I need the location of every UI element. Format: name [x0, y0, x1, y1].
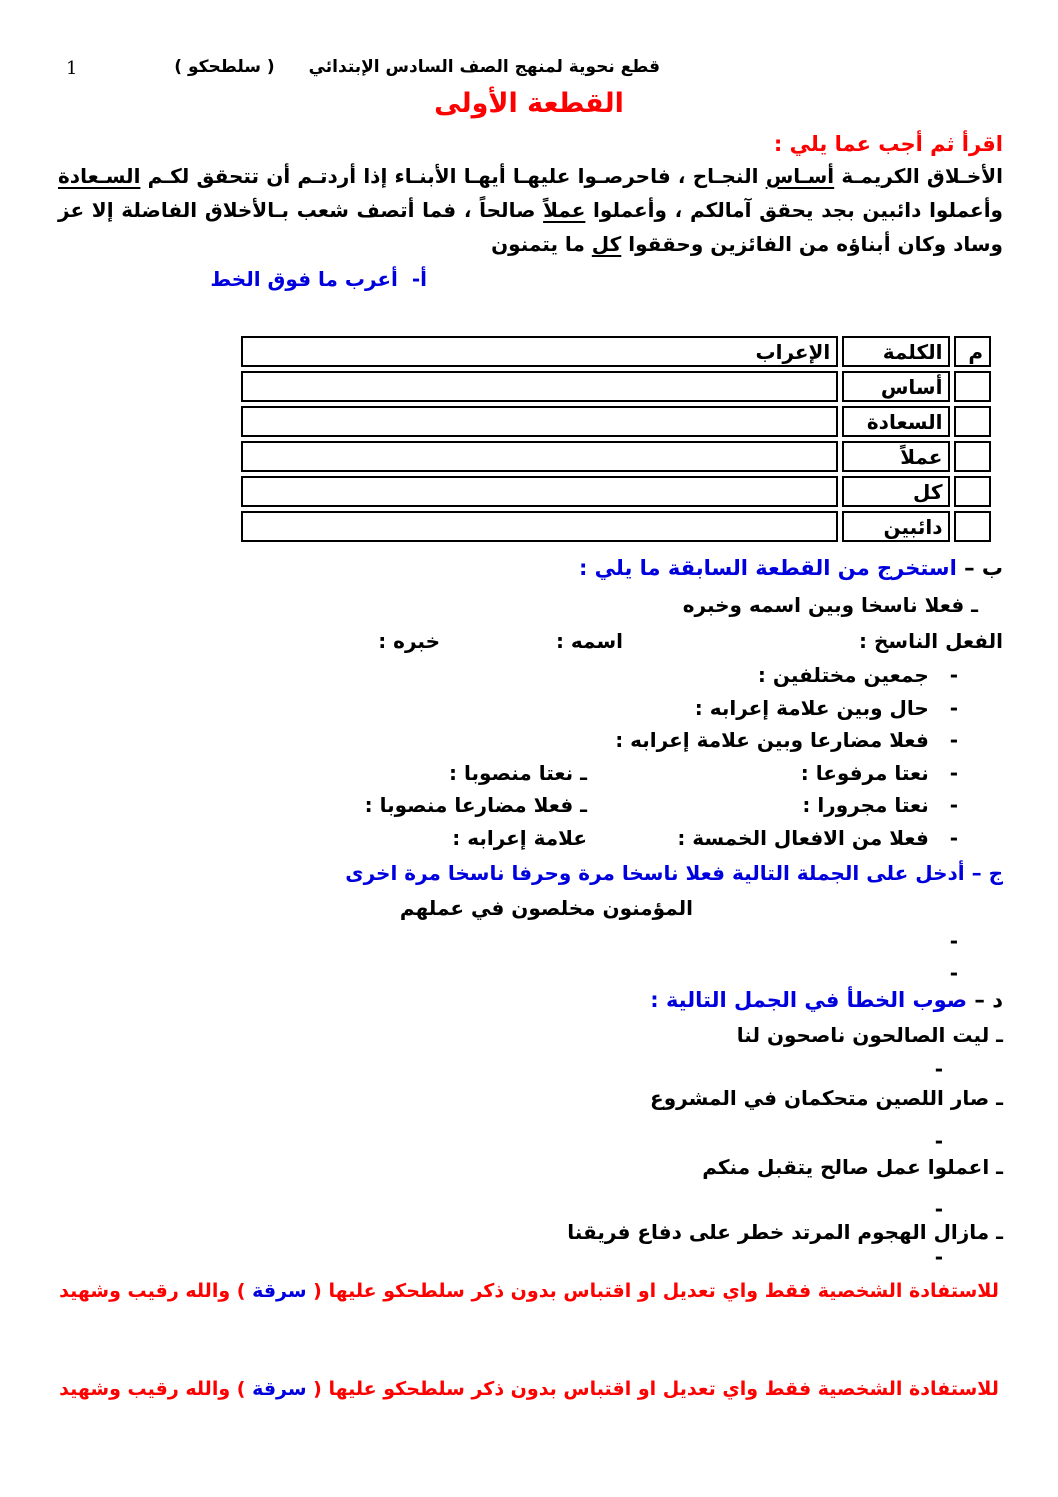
extract-item-text: فعلا مضارعا وبين علامة إعرابه :	[615, 728, 929, 752]
cell-word: كل	[842, 476, 950, 507]
section-d-letter: د –	[967, 988, 1003, 1012]
passage-text: صالحاً ، فما أتصف شعب بـالأخلاق الفاضلة إلا عز	[58, 198, 544, 222]
cell-parsing-empty	[241, 371, 838, 402]
section-c-heading: ج – أدخل على الجملة التالية فعلا ناسخا مرة وحرفا ناسخا مرة اخرى	[345, 861, 1003, 885]
page-number: 1	[66, 58, 78, 79]
table-row	[241, 441, 991, 472]
extract-item	[615, 728, 958, 752]
section-d-heading-text: صوب الخطأ في الجمل التالية :	[650, 988, 968, 1012]
extract-item	[695, 696, 958, 720]
cell-parsing-empty	[241, 406, 838, 437]
correction-item: ـ مازال الهجوم المرتد خطر على دفاع فريقنا	[567, 1220, 1003, 1244]
underlined-word: عملاً	[543, 198, 586, 222]
answer-dash: -	[949, 929, 958, 953]
extract-item-text: فعلا من الافعال الخمسة :	[677, 826, 929, 850]
cell-index	[954, 441, 991, 472]
answer-dash: -	[934, 1197, 943, 1221]
bullet-dash: -	[949, 826, 958, 850]
extract-pair-left: ـ فعلا مضارعا منصوبا :	[364, 793, 587, 817]
parsing-table	[237, 332, 995, 546]
answer-dash: -	[934, 1057, 943, 1081]
cell-word: أساس	[842, 371, 950, 402]
label-predicate: خبره :	[378, 629, 440, 653]
section-b-letter: ب –	[956, 556, 1003, 580]
copyright-highlight: سرقة	[252, 1378, 307, 1400]
passage-line-3	[58, 227, 1003, 261]
passage-text: الأخـلاق الكريمـة	[834, 164, 1004, 188]
copyright-text: للاستفادة الشخصية فقط واي تعديل او اقتباس بدون ذكر سلطحكو عليها (	[306, 1280, 999, 1302]
cell-word: دائبين	[842, 511, 950, 542]
copyright-notice	[0, 1280, 1058, 1302]
label-noun: اسمه :	[555, 629, 623, 653]
page-title: القطعة الأولى	[434, 88, 624, 119]
correction-item: ـ صار اللصين متحكمان في المشروع	[650, 1086, 1003, 1110]
table-row	[241, 511, 991, 542]
bullet-dash: -	[949, 793, 958, 817]
answer-dash: -	[934, 1245, 943, 1269]
extract-pair-left: ـ نعتا منصوبا :	[448, 761, 587, 785]
extract-pair-right	[677, 826, 958, 850]
passage-text: وساد وكان أبناؤه من الفائزين وحققوا	[621, 232, 1003, 256]
table-row	[241, 406, 991, 437]
cell-parsing-empty	[241, 476, 838, 507]
extract-item-text: حال وبين علامة إعرابه :	[694, 696, 929, 720]
table-row	[241, 371, 991, 402]
copyright-text: ) والله رقيب وشهيد	[59, 1280, 253, 1302]
copyright-notice	[0, 1378, 1058, 1400]
passage-line-2	[58, 193, 1003, 227]
answer-dash: -	[934, 1129, 943, 1153]
passage-text: النجـاح ، فاحرصـوا عليهـا أيهـا الأبنـاء إذا أردتـم أن تتحقق لكـم	[140, 164, 766, 188]
extract-pair-right	[801, 761, 958, 785]
cell-word: عملاً	[842, 441, 950, 472]
header-cell-parsing: الإعراب	[241, 336, 838, 367]
section-b-extract-first: ـ فعلا ناسخا وبين اسمه وخبره	[682, 593, 978, 617]
document-header	[174, 57, 660, 77]
cell-parsing-empty	[241, 511, 838, 542]
cell-index	[954, 406, 991, 437]
section-d-heading	[650, 988, 1003, 1012]
bullet-dash: -	[949, 728, 958, 752]
section-a-heading: أ- أعرب ما فوق الخط	[210, 267, 427, 291]
header-cell-index: م	[954, 336, 991, 367]
cell-parsing-empty	[241, 441, 838, 472]
underlined-word: السـعادة	[58, 164, 141, 188]
passage-text: ما يتمنون	[491, 232, 592, 256]
extract-pair-right	[802, 793, 958, 817]
bullet-dash: -	[949, 663, 958, 687]
passage	[58, 159, 1003, 261]
correction-item: ـ ليت الصالحون ناصحون لنا	[736, 1023, 1003, 1047]
passage-line-1	[58, 159, 1003, 193]
section-b-heading	[579, 556, 1003, 580]
header-cell-word: الكلمة	[842, 336, 950, 367]
underlined-word: كل	[591, 232, 622, 256]
label-verb: الفعل الناسخ :	[859, 629, 1003, 653]
section-b-heading-text: استخرج من القطعة السابقة ما يلي :	[578, 556, 957, 580]
correction-item: ـ اعملوا عمل صالح يتقبل منكم	[702, 1155, 1003, 1179]
extract-item	[758, 663, 958, 687]
copyright-text: ) والله رقيب وشهيد	[59, 1378, 253, 1400]
copyright-highlight: سرقة	[252, 1280, 307, 1302]
underlined-word: أسـاس	[765, 164, 835, 188]
cell-index	[954, 511, 991, 542]
bullet-dash: -	[949, 761, 958, 785]
table-row	[241, 476, 991, 507]
extract-item-text: جمعين مختلفين :	[757, 663, 929, 687]
section-c-sentence: المؤمنون مخلصون في عملهم	[399, 896, 693, 920]
table-header-row	[241, 336, 991, 367]
extract-item-text: نعتا مرفوعا :	[800, 761, 929, 785]
answer-dash: -	[949, 961, 958, 985]
read-instruction: اقرأ ثم أجب عما يلي :	[773, 132, 1003, 156]
cell-word: السعادة	[842, 406, 950, 437]
cell-index	[954, 371, 991, 402]
document-header-brand: ( سلطحكو )	[174, 57, 275, 77]
cell-index	[954, 476, 991, 507]
extract-item-text: نعتا مجرورا :	[802, 793, 929, 817]
bullet-dash: -	[949, 696, 958, 720]
extract-pair-left: علامة إعرابه :	[452, 826, 587, 850]
passage-text: وأعملوا دائبين بجد يحقق آمالكم ، وأعملوا	[585, 198, 1003, 222]
copyright-text: للاستفادة الشخصية فقط واي تعديل او اقتباس بدون ذكر سلطحكو عليها (	[306, 1378, 999, 1400]
document-header-title: قطع نحوية لمنهج الصف السادس الإبتدائي	[308, 57, 660, 77]
